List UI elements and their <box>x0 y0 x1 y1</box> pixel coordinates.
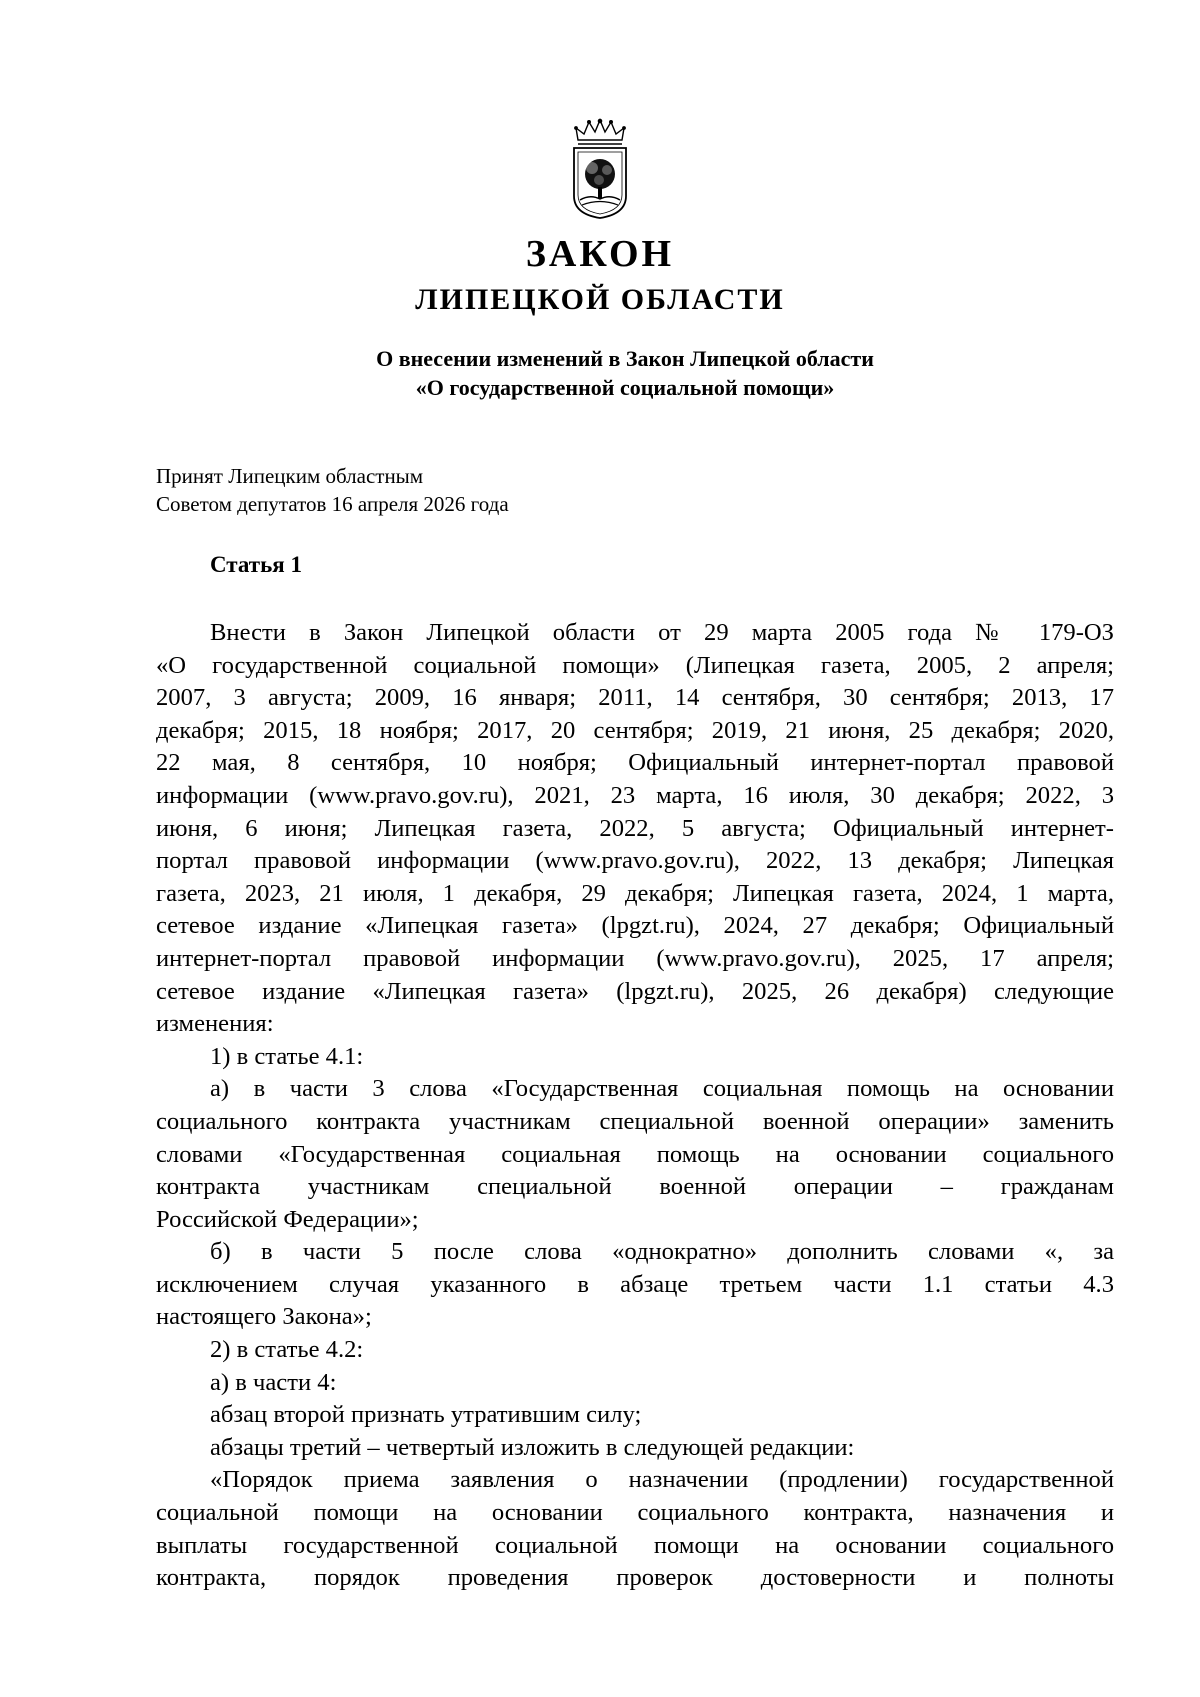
body-line: контракта участникам специальной военной операции – гражданам <box>156 1173 1114 1201</box>
body-line: настоящего Закона»; <box>156 1303 372 1331</box>
body-line: «Порядок приема заявления о назначении (продлении) государственной <box>210 1466 1114 1494</box>
body-line: 2007, 3 августа; 2009, 16 января; 2011, 14 сентября, 30 сентября; 2013, 17 <box>156 684 1114 712</box>
body-line: Российской Федерации»; <box>156 1205 419 1233</box>
body-line: б) в части 5 после слова «однократно» дополнить словами «, за <box>210 1238 1114 1266</box>
body-line: сетевое издание «Липецкая газета» (lpgzt.ru), 2024, 27 декабря; Официальный <box>156 912 1114 940</box>
body-line: декабря; 2015, 18 ноября; 2017, 20 сентября; 2019, 21 июня, 25 декабря; 2020, <box>156 716 1114 744</box>
law-name-line: О внесении изменений в Закон Липецкой области <box>376 346 874 371</box>
adoption-note <box>156 462 509 518</box>
body-line: 1) в статье 4.1: <box>210 1042 364 1070</box>
body-line: а) в части 4: <box>210 1368 337 1396</box>
body-line: Внести в Закон Липецкой области от 29 марта 2005 года № 179-ОЗ <box>210 619 1114 646</box>
adoption-line: Принят Липецким областным <box>156 464 424 488</box>
body-line: «О государственной социальной помощи» (Липецкая газета, 2005, 2 апреля; <box>156 651 1114 679</box>
body-line: 22 мая, 8 сентября, 10 ноября; Официальный интернет-портал правовой <box>156 749 1114 777</box>
body-line: словами «Государственная социальная помощь на основании социального <box>156 1140 1114 1168</box>
article-body <box>156 617 1114 1595</box>
body-line: 2) в статье 4.2: <box>210 1336 364 1364</box>
body-line: июня, 6 июня; Липецкая газета, 2022, 5 августа; Официальный интернет- <box>156 814 1114 842</box>
body-line: выплаты государственной социальной помощи на основании социального <box>156 1531 1114 1559</box>
body-line: информации (www.pravo.gov.ru), 2021, 23 марта, 16 июля, 30 декабря; 2022, 3 <box>156 781 1114 809</box>
body-line: абзац второй признать утратившим силу; <box>210 1401 642 1429</box>
body-line: социального контракта участникам специальной военной операции» заменить <box>156 1107 1114 1135</box>
region-subtitle: ЛИПЕЦКОЙ ОБЛАСТИ <box>415 283 785 316</box>
body-line: портал правовой информации (www.pravo.gov.ru), 2022, 13 декабря; Липецкая <box>156 847 1114 875</box>
body-line: абзацы третий – четвертый изложить в следующей редакции: <box>210 1433 855 1461</box>
body-line: интернет-портал правовой информации (www.pravo.gov.ru), 2025, 17 апреля; <box>156 944 1114 972</box>
law-title: ЗАКОН <box>525 233 675 275</box>
adoption-line: Советом депутатов 16 апреля 2026 года <box>156 492 509 516</box>
body-line: сетевое издание «Липецкая газета» (lpgzt.ru), 2025, 26 декабря) следующие <box>156 977 1114 1005</box>
law-name <box>300 344 950 402</box>
body-line: а) в части 3 слова «Государственная социальная помощь на основании <box>210 1075 1114 1103</box>
body-line: контракта, порядок проведения проверок достоверности и полноты <box>156 1564 1114 1592</box>
article-heading: Статья 1 <box>210 552 302 577</box>
body-line: газета, 2023, 21 июля, 1 декабря, 29 декабря; Липецкая газета, 2024, 1 марта, <box>156 879 1114 907</box>
coat-of-arms-emblem <box>562 118 638 220</box>
law-name-line: «О государственной социальной помощи» <box>415 375 835 400</box>
body-line: исключением случая указанного в абзаце третьем части 1.1 статьи 4.3 <box>156 1270 1114 1298</box>
body-line: социальной помощи на основании социального контракта, назначения и <box>156 1499 1114 1527</box>
body-line: изменения: <box>156 1010 274 1038</box>
